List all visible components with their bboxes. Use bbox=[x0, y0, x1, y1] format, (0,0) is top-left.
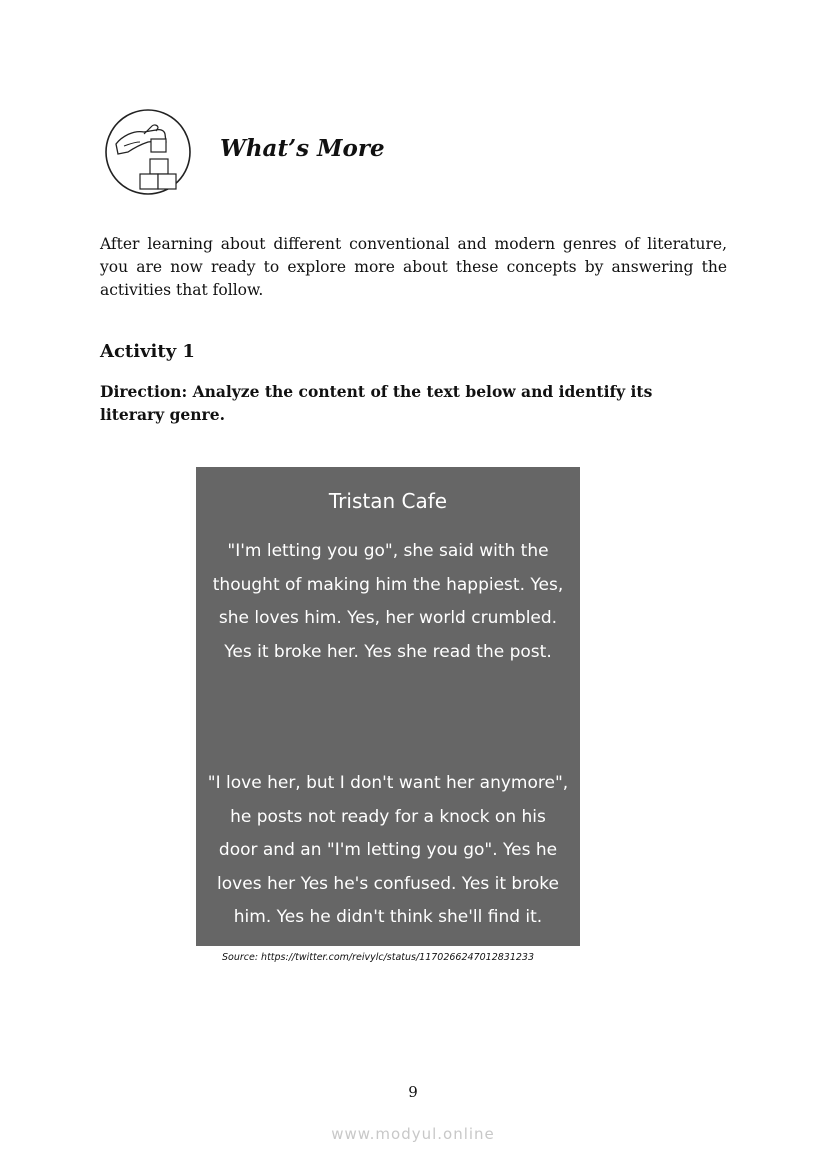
poem-title: Tristan Cafe bbox=[328, 489, 448, 513]
activity-heading: Activity 1 bbox=[100, 341, 195, 362]
poem-line: she loves him. Yes, her world crumbled. bbox=[218, 608, 558, 628]
poem-line: he posts not ready for a knock on his bbox=[230, 806, 546, 827]
poem-line: Yes it broke her. Yes she read the post. bbox=[224, 641, 552, 662]
poem-stanza-2 bbox=[206, 767, 570, 935]
poem-stanza-1 bbox=[206, 535, 570, 669]
direction-text: Direction: Analyze the content of the text below and identify its literary genre. bbox=[100, 382, 653, 424]
poem-image bbox=[196, 467, 580, 946]
poem-line: "I'm letting you go", she said with the bbox=[227, 541, 549, 561]
hand-stacking-blocks-icon bbox=[104, 108, 192, 196]
poem-line: thought of making him the happiest. Yes, bbox=[212, 574, 564, 595]
section-title: What’s More bbox=[220, 135, 385, 162]
poem-line: him. Yes he didn't think she'll find it. bbox=[233, 907, 543, 927]
direction-label: Direction bbox=[100, 382, 182, 401]
poem-line: "I love her, but I don't want her anymore", bbox=[207, 773, 569, 793]
source-citation: Source: https://twitter.com/reivylc/status/1170266247012831233 bbox=[222, 952, 535, 963]
poem-line: door and an "I'm letting you go". Yes he bbox=[218, 840, 558, 860]
page-number: 9 bbox=[408, 1083, 418, 1101]
watermark: www.modyul.online bbox=[331, 1125, 495, 1143]
poem-line: loves her Yes he's confused. Yes it broke bbox=[217, 873, 559, 894]
intro-paragraph: After learning about different conventional and modern genres of literature, you are now ready to explore more about these concepts by answering the activities that follow. bbox=[100, 235, 727, 299]
direction-instruction: Analyze the content of the text below and identify its literary genre. bbox=[100, 382, 653, 424]
